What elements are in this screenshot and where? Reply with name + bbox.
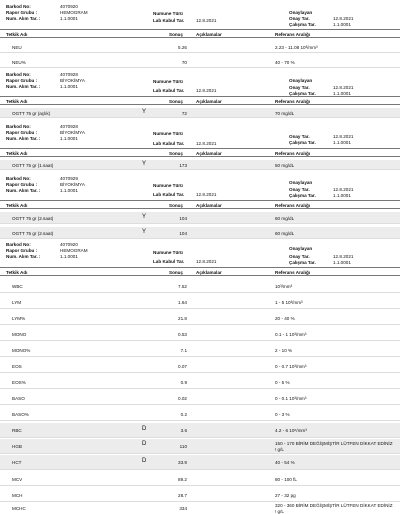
num-alim-value: 1.1.0001 xyxy=(60,16,78,21)
table-row: OGTT 75 gr (2.saat) Y 104 60 mg/dL xyxy=(0,212,400,224)
table-row: OGTT 75 gr (açlık) Y 72 70 mg/dL xyxy=(0,108,400,118)
num-alim-label: Num. Alım Tar. : xyxy=(6,16,41,21)
onay-tar-label: Onay Tar. xyxy=(289,16,310,21)
column-header: Tetkik Adı Sonuç Açıklamalar Referans Aralığı xyxy=(0,148,400,157)
calisma-tar-label: Çalışma Tar. xyxy=(289,22,316,27)
table-row: WBC 7.52 10³/mm³ xyxy=(0,279,400,293)
numune-turu-label: Numune Türü xyxy=(153,11,183,16)
column-header xyxy=(0,29,400,38)
report-block-hemogram-1 xyxy=(0,2,400,68)
table-row: RBC D 3.6 4.2 - 6 10⁶/mm³ xyxy=(0,423,400,438)
table-row: LYM 1.64 1 - 5 10³/mm³ xyxy=(0,295,400,309)
lab-kabul-value: 12.8.2021 xyxy=(196,18,217,23)
flag-high: Y xyxy=(142,229,147,235)
table-row: NEU% 70 40 - 70 % xyxy=(0,55,400,68)
table-row: OGTT 75 gr (2.saat) Y 104 60 mg/dL xyxy=(0,227,400,239)
column-header: Tetkik Adı Sonuç Açıklamalar Referans Aralığı xyxy=(0,96,400,105)
table-row: MCV 89.2 80 - 100 fL xyxy=(0,472,400,486)
table-row: NEU 5.26 2.23 - 11.08 10³/mm³ xyxy=(0,40,400,53)
table-row: HCT D 33.9 40 - 54 % xyxy=(0,455,400,470)
flag-high: Y xyxy=(142,109,147,115)
table-row: LYM% 21.8 20 - 40 % xyxy=(0,311,400,325)
flag-high: Y xyxy=(142,214,147,220)
table-row: OGTT 75 gr (1.saat) Y 173 50 mg/dL xyxy=(0,160,400,170)
flag-low: D xyxy=(142,426,147,432)
flag-high: Y xyxy=(142,161,147,167)
column-header: Tetkik Adı Sonuç Açıklamalar Referans Aralığı xyxy=(0,267,400,276)
flag-low: D xyxy=(142,441,147,447)
table-row: BASO% 0.2 0 - 3 % xyxy=(0,407,400,421)
onay-tar-value: 12.8.2021 xyxy=(333,16,354,21)
calisma-tar-value: 1.1.0001 xyxy=(333,22,351,27)
rapor-value: HEMOGRAM xyxy=(60,10,88,15)
lab-kabul-label: Lab Kabul Tar. xyxy=(153,18,185,23)
table-row: MCHC 334 320 - 360 BİRİM DEĞİŞMİŞTİR LÜTFEN DİKKAT EDİNİZ ! g/L xyxy=(12,503,393,514)
col-tetkik: Tetkik Adı xyxy=(6,32,28,37)
col-sonuc: Sonuç xyxy=(169,32,184,37)
table-row: MCH 28.7 27 - 32 pg xyxy=(0,488,400,502)
column-header: Tetkik Adı Sonuç Açıklamalar Referans Aralığı xyxy=(0,200,400,209)
col-referans: Referans Aralığı xyxy=(275,32,311,37)
flag-low: D xyxy=(142,458,147,464)
table-row: MONO% 7.1 2 - 10 % xyxy=(0,343,400,357)
table-row: HGB D 110 150 - 170 BİRİM DEĞİŞMİŞTİR LÜTFEN DİKKAT EDİNİZ ! g/L xyxy=(0,439,400,454)
report-block-biyokimya-1: Barkod No: 4070928 Onaylayan Rapor Grubu : BİYOKİMYA Numune Türü Num. Alım Tar. : 1.1.0001 Onay Tar. 12.8.2021 Lab Kabul Tar. 12.8.2021 Çalışma Tar. 1.1.0001 Tetkik Adı Sonuç Açıklamalar Referans Aralığı OGTT 75 gr (açlık) Y 72 70 mg/dL xyxy=(0,72,400,122)
onaylayan-label: Onaylayan xyxy=(289,10,313,15)
col-aciklamalar: Açıklamalar xyxy=(196,32,222,37)
report-block-hemogram-2: Barkod No: 4070920 Onaylayan Rapor Grubu : HEMOGRAM Numune Türü Num. Alım Tar. : 1.1.0001 Onay Tar. 12.8.2021 Lab Kabul Tar. 12.8.2021 Çalışma Tar. 1.1.0001 Tetkik Adı Sonuç Açıklamalar Referans Aralığı WBC 7.52 10³/mm³ LYM 1.64 1 - 5 10³/mm³ LYM% 21.8 20 - 40 % MONO 0.53 0.1 - 1 10³/mm³ MONO% 7.1 2 - 10 % EOS 0.07 0 - 0.7 10³/mm³ EOS% 0.9 0 - 5 % BASO 0.02 0 - 0.1 10³/mm³ BASO% 0.2 0 - 3 % RBC D 3.6 4.2 - 6 10⁶/mm³ HGB D 110 150 - 170 BİRİM DEĞİŞMİŞTİR LÜTFEN DİKKAT EDİNİZ ! g/L HCT D 33.9 40 - 54 % MCV 89.2 80 - 100 fL MCH 28.7 27 - 32 pg MCHC 334 320 - 360 BİRİM DEĞİŞMİŞTİR LÜTFEN DİKKAT EDİNİZ ! g/L xyxy=(0,242,400,514)
table-row: EOS% 0.9 0 - 5 % xyxy=(0,375,400,389)
table-row: MONO 0.53 0.1 - 1 10³/mm³ xyxy=(0,327,400,341)
table-row: EOS 0.07 0 - 0.7 10³/mm³ xyxy=(0,359,400,373)
table-row: BASO 0.02 0 - 0.1 10³/mm³ xyxy=(0,391,400,405)
barkod-value: 4070920 xyxy=(60,4,78,9)
barkod-label: Barkod No: xyxy=(6,4,31,9)
report-block-biyokimya-2: Barkod No: 4070928 Rapor Grubu : BİYOKİMYA Numune Türü Num. Alım Tar. : 1.1.0001 Onay Tar. 12.8.2021 Lab Kabul Tar. 12.8.2021 Çalışma Tar. 1.1.0001 Tetkik Adı Sonuç Açıklamalar Referans Aralığı OGTT 75 gr (1.saat) Y 173 50 mg/dL xyxy=(0,124,400,174)
report-block-biyokimya-3: Barkod No: 4070929 Onaylayan Rapor Grubu : BİYOKİMYA Numune Türü Num. Alım Tar. : 1.1.0001 Onay Tar. 12.8.2021 Lab Kabul Tar. 12.8.2021 Çalışma Tar. 1.1.0001 Tetkik Adı Sonuç Açıklamalar Referans Aralığı OGTT 75 gr (2.saat) Y 104 60 mg/dL OGTT 75 gr (2.saat) Y 104 60 mg/dL xyxy=(0,176,400,242)
rapor-label: Rapor Grubu : xyxy=(6,10,38,15)
